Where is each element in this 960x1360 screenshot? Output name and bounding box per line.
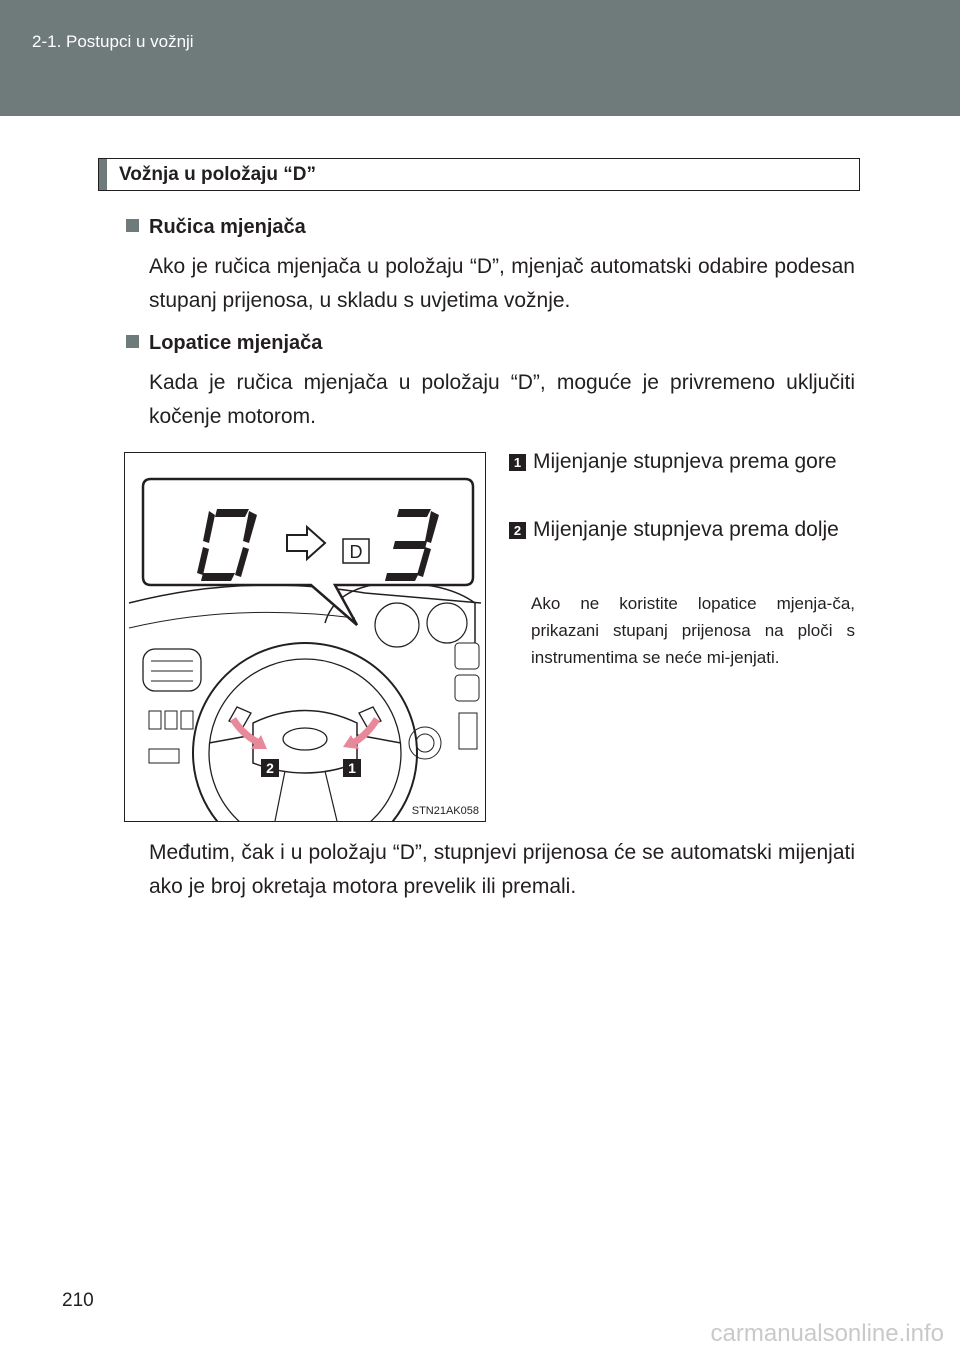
legend-text-1: Mijenjanje stupnjeva prema gore [533,450,837,473]
callout-2-label: 2 [266,760,274,776]
paragraph-lever: Ako je ručica mjenjača u položaju “D”, mjenjač automatski odabire podesan stupanj prijenosa, u skladu s uvjetima vožnje. [149,255,855,312]
section-title: Vožnja u položaju “D” [119,164,317,185]
note-text: Ako ne koristite lopatice mjenja-ča, prikazani stupanj prijenosa na ploči s instrumentima se neće mi-jenjati. [531,594,855,667]
legend-number-2: 2 [509,522,526,539]
figure-code: STN21AK058 [411,805,479,817]
steering-wheel-illustration [124,452,486,822]
legend-item-1 [509,446,855,478]
paragraph-paddles: Kada je ručica mjenjača u položaju “D”, moguće je privremeno uključiti kočenje motorom. [149,371,855,428]
section-title-bar [98,158,860,191]
breadcrumb: 2-1. Postupci u vožnji [32,32,194,51]
watermark: carmanualsonline.info [710,1320,944,1347]
square-bullet-icon [126,335,139,348]
subheading-paddles-text: Lopatice mjenjača [149,332,323,354]
subheading-lever-text: Ručica mjenjača [149,216,306,238]
legend-number-1: 1 [509,454,526,471]
header-band [0,0,960,116]
page-number: 210 [62,1290,94,1311]
section-stripe [99,159,107,190]
subheading-lever [126,216,306,239]
callout-1-label: 1 [348,760,356,776]
paragraph-footer: Međutim, čak i u položaju “D”, stupnjevi prijenosa će se automatski mijenjati ako je broj okretaja motora prevelik ili premali. [149,841,855,898]
subheading-paddles [126,332,322,355]
boxed-gear-label: D [349,542,363,562]
legend-text-2: Mijenjanje stupnjeva prema dolje [533,518,839,541]
square-bullet-icon [126,219,139,232]
legend-item-2 [509,514,855,546]
illustration-drawing [125,453,485,821]
